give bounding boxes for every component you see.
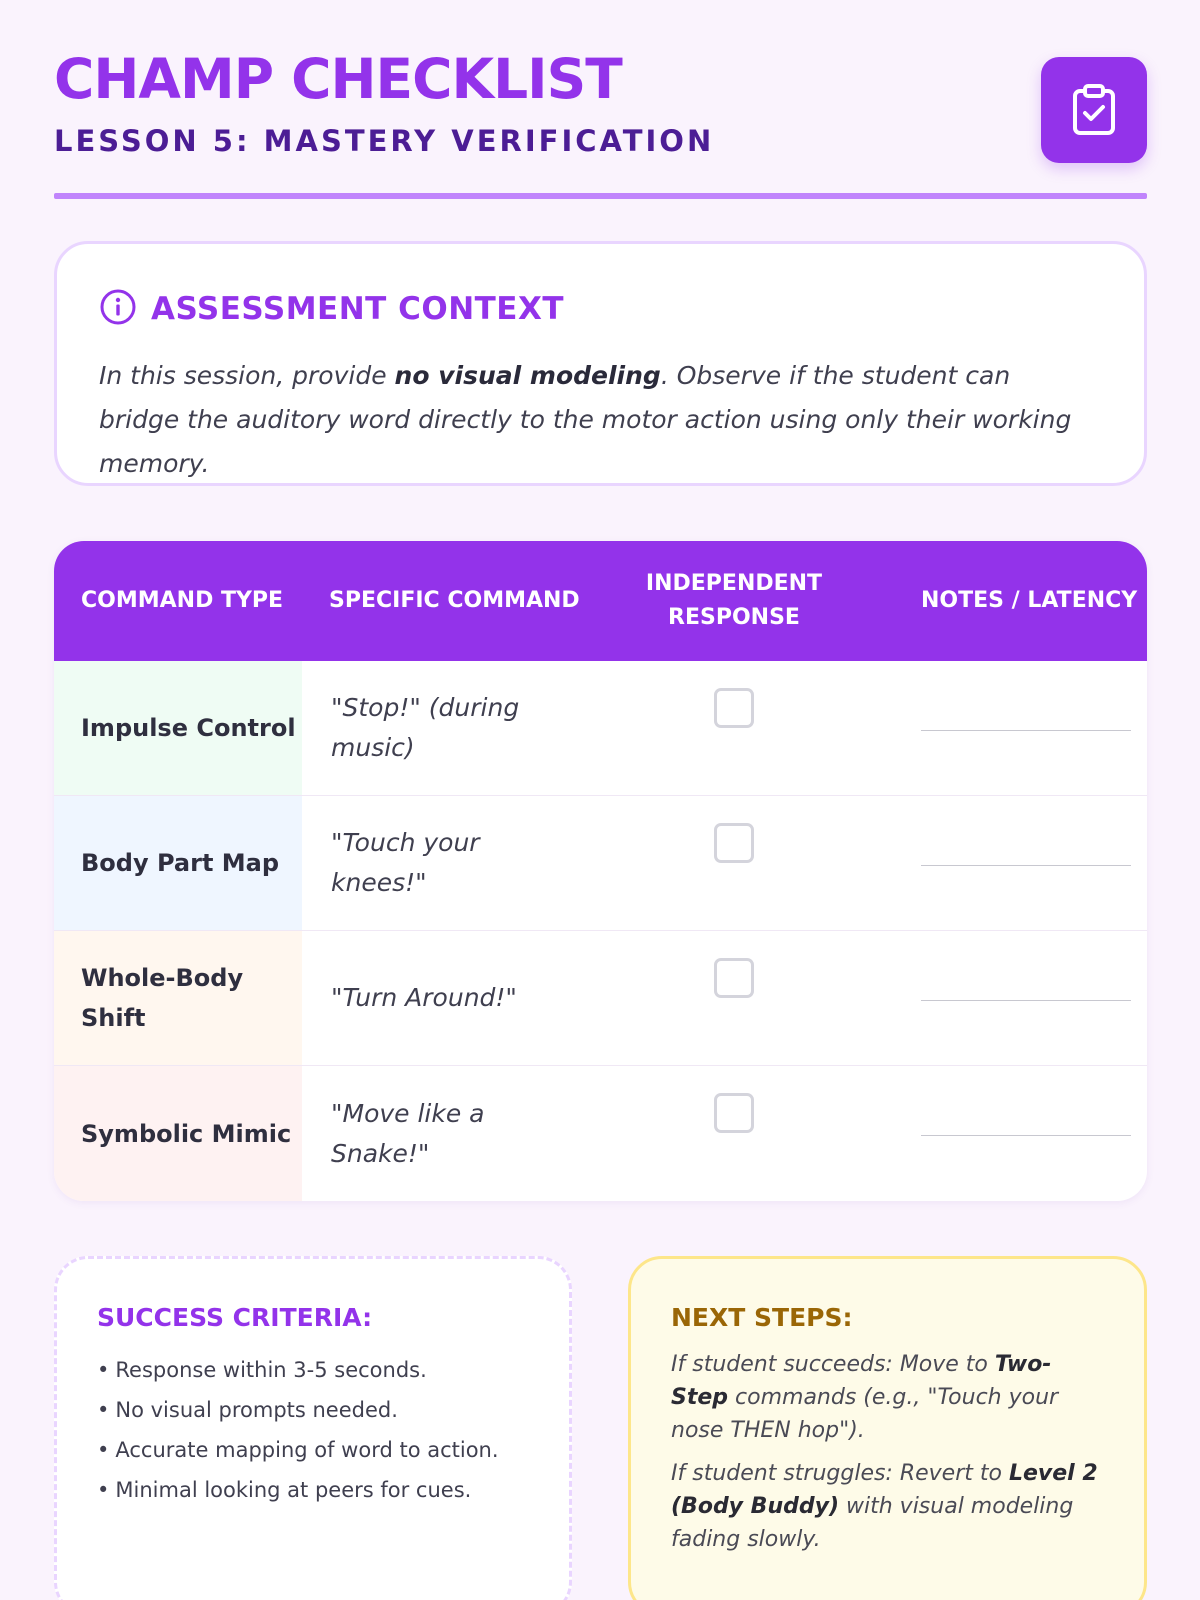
notes-field[interactable] — [921, 730, 1131, 731]
table-row — [54, 931, 1147, 1066]
assessment-context-card — [54, 241, 1147, 486]
list-item: • Accurate mapping of word to action. — [97, 1430, 529, 1470]
page-header — [54, 0, 1147, 200]
context-emphasis: no visual modeling — [394, 361, 661, 390]
next-step-success: If student succeeds: Move to Two-Step commands (e.g., "Touch your nose THEN hop"). — [671, 1352, 1059, 1443]
page-title: CHAMP CHECKLIST — [54, 47, 622, 111]
next-steps-card — [628, 1256, 1147, 1600]
response-checkbox[interactable] — [714, 688, 754, 728]
column-header-notes-latency: NOTES / LATENCY — [921, 588, 1138, 613]
success-criteria-list — [97, 1350, 529, 1510]
column-header-specific-command: SPECIFIC COMMAND — [329, 588, 580, 613]
info-icon — [99, 288, 137, 330]
specific-command-cell: "Stop!" (during music) — [331, 693, 520, 762]
command-type-cell: Impulse Control — [54, 661, 302, 795]
command-type-cell: Whole-Body Shift — [54, 931, 302, 1065]
table-row — [54, 1066, 1147, 1201]
table-row — [54, 661, 1147, 796]
success-criteria-title: SUCCESS CRITERIA: — [97, 1303, 373, 1332]
command-type-cell: Symbolic Mimic — [54, 1066, 302, 1201]
specific-command-cell: "Turn Around!" — [331, 983, 517, 1012]
checklist-page — [54, 0, 1147, 1552]
next-steps-title: NEXT STEPS: — [671, 1303, 853, 1332]
next-step-struggle: If student struggles: Revert to Level 2 (Body Buddy) with visual modeling fading slowly. — [671, 1461, 1098, 1552]
notes-field[interactable] — [921, 1135, 1131, 1136]
table-header — [54, 541, 1147, 661]
table-row — [54, 796, 1147, 931]
clipboard-check-icon — [1041, 57, 1147, 163]
column-header-independent-response: INDEPENDENT RESPONSE — [645, 571, 823, 630]
notes-field[interactable] — [921, 865, 1131, 866]
specific-command-cell: "Touch your knees!" — [331, 828, 480, 897]
list-item: • Minimal looking at peers for cues. — [97, 1470, 529, 1510]
page-subtitle: LESSON 5: MASTERY VERIFICATION — [54, 124, 715, 158]
response-checkbox[interactable] — [714, 823, 754, 863]
header-divider — [54, 193, 1147, 199]
command-table — [54, 541, 1147, 1201]
context-title: ASSESSMENT CONTEXT — [151, 291, 565, 327]
response-checkbox[interactable] — [714, 958, 754, 998]
notes-field[interactable] — [921, 1000, 1131, 1001]
column-header-command-type: COMMAND TYPE — [81, 588, 284, 613]
response-checkbox[interactable] — [714, 1093, 754, 1133]
context-body: In this session, provide no visual modeling. Observe if the student can bridge the auditory word directly to the motor action using only their working memory. — [99, 361, 1072, 478]
command-type-cell: Body Part Map — [54, 796, 302, 930]
specific-command-cell: "Move like a Snake!" — [331, 1098, 485, 1168]
list-item: • Response within 3-5 seconds. — [97, 1350, 529, 1390]
list-item: • No visual prompts needed. — [97, 1390, 529, 1430]
success-criteria-card — [54, 1256, 572, 1600]
